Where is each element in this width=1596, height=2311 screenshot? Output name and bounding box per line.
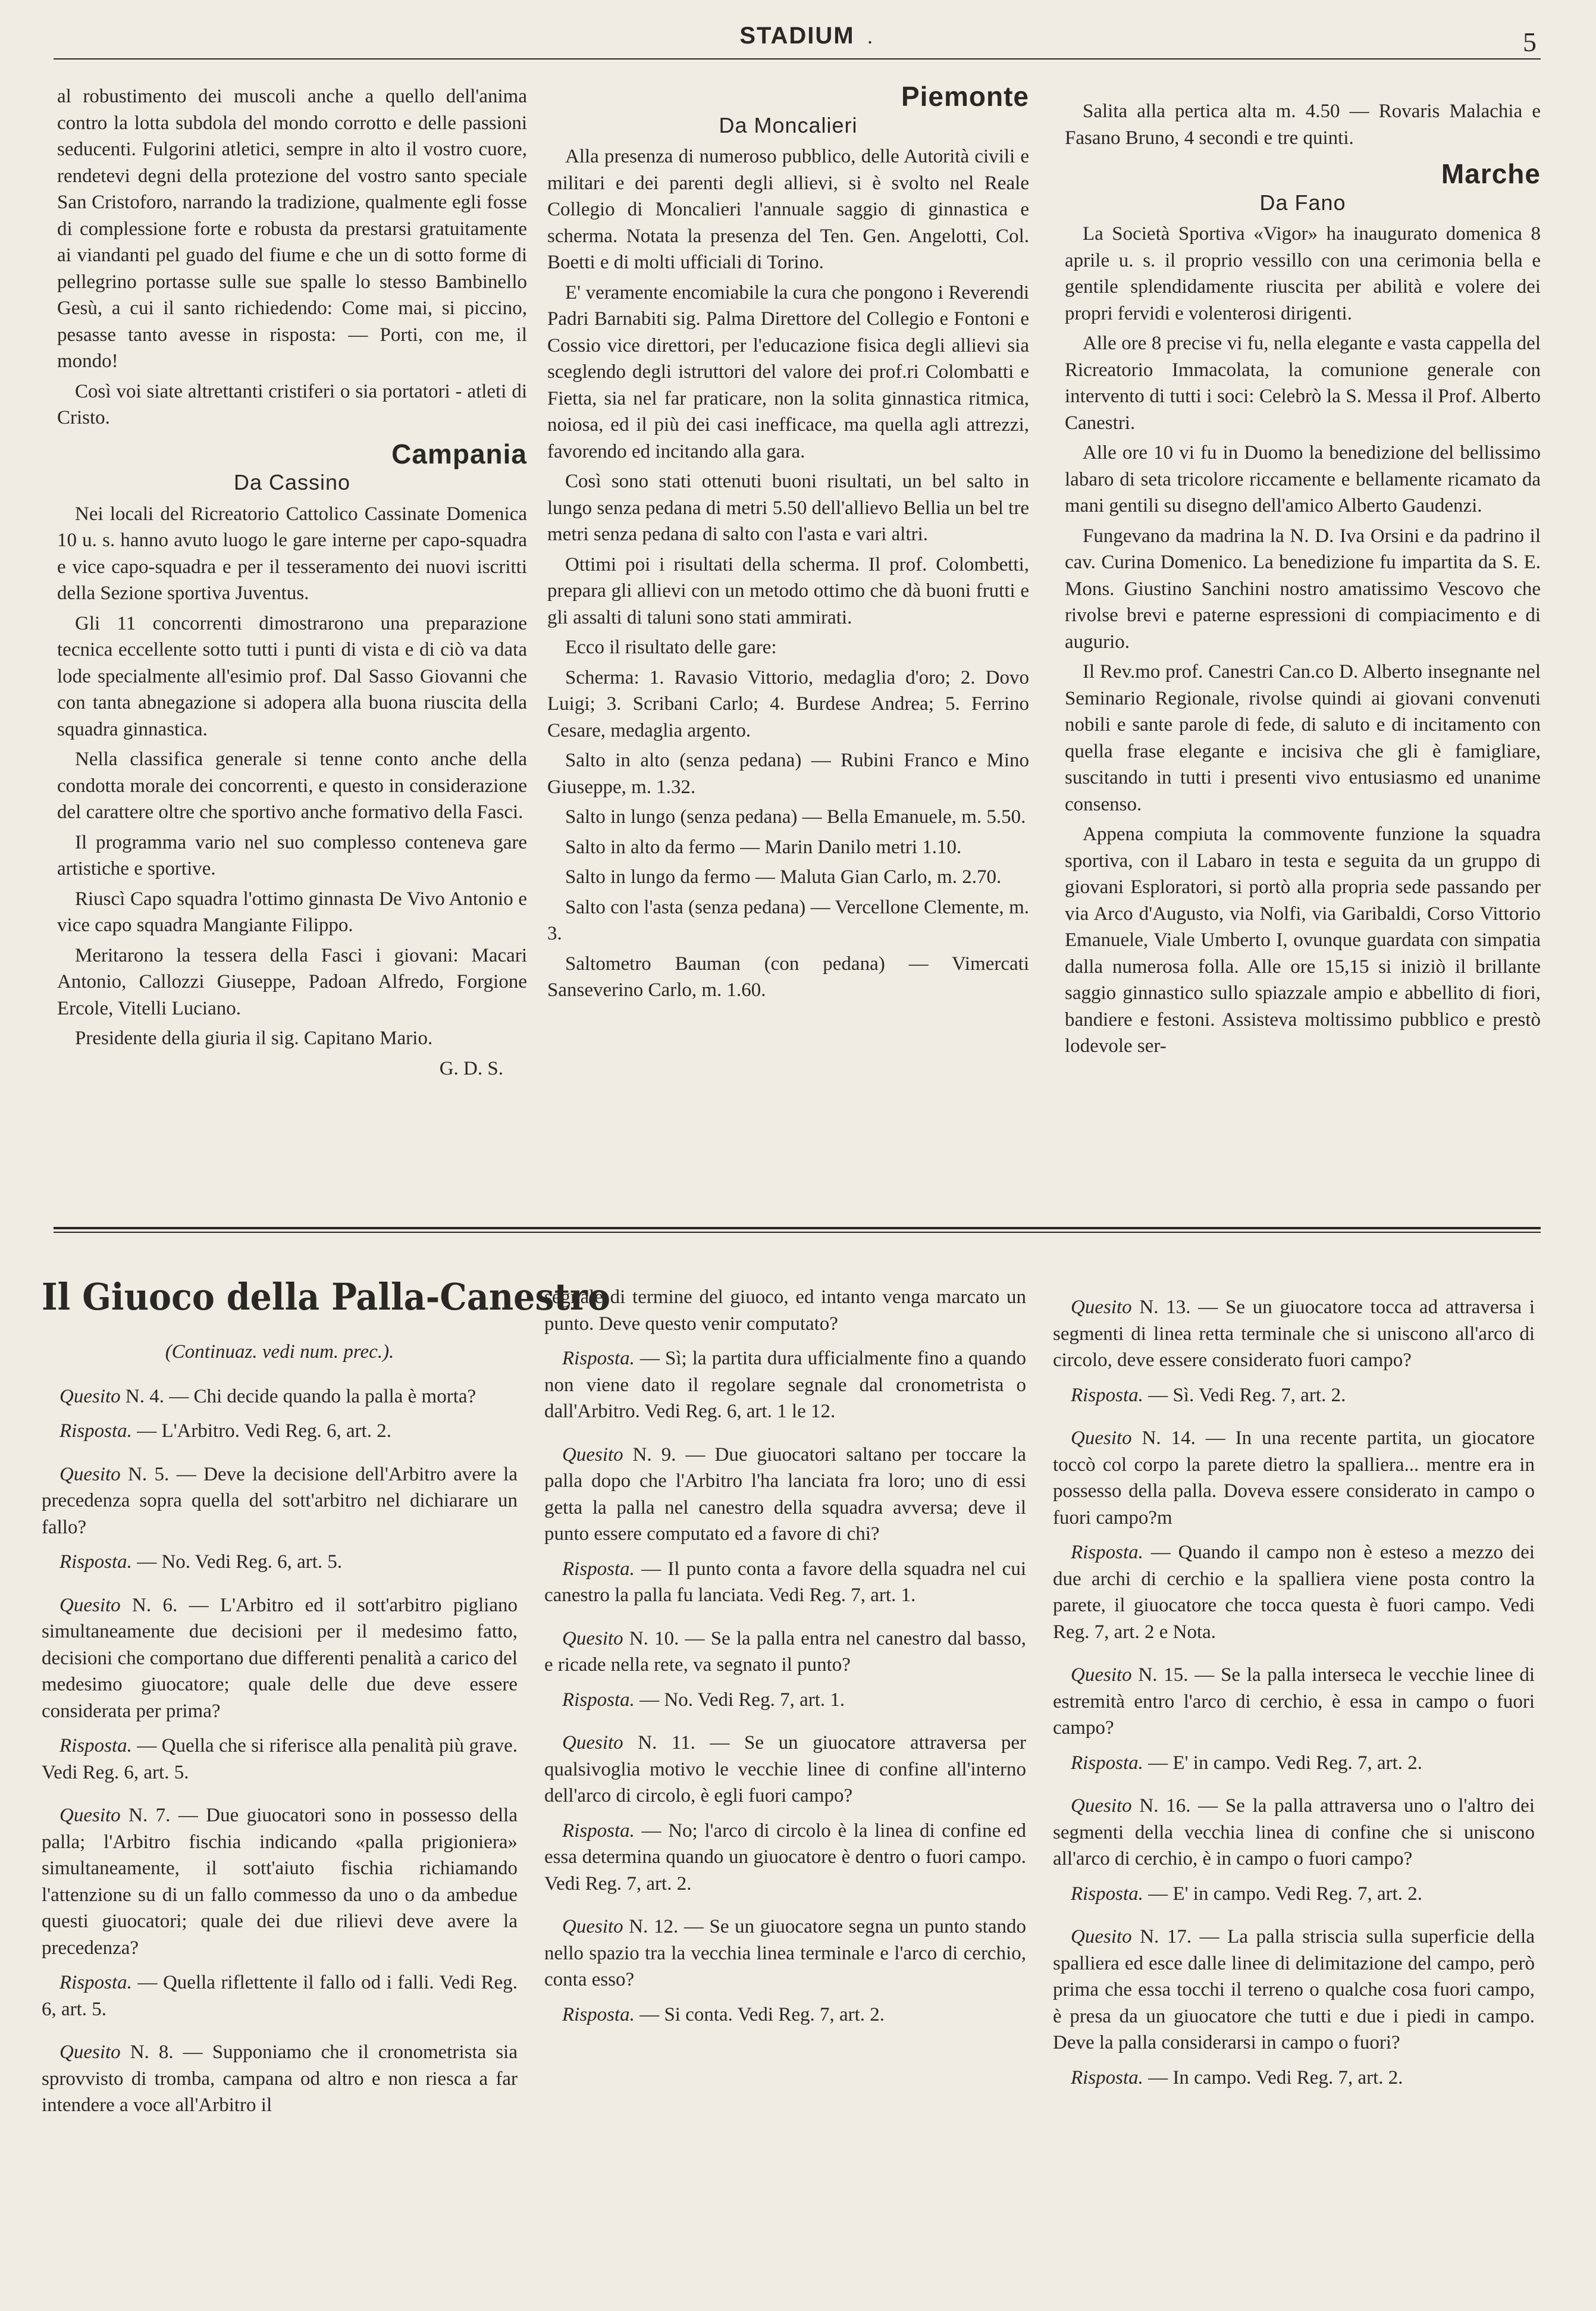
paragraph: Saltometro Bauman (con pedana) — Vimercati Sanseverino Carlo, m. 1.60. [547,953,1029,1001]
answer: Risposta. — No. Vedi Reg. 7, art. 1. [562,1689,845,1711]
question: Quesito N. 14. — In una recente partita, un giocatore toccò col corpo la parete dietro la spalliera... mentre era in possesso della palla. Doveva essere considerato in campo o fuori campo?m [1053,1427,1535,1529]
paragraph: Ecco il risultato delle gare: [565,637,777,658]
bottom-column-1 [42,1273,611,2127]
region-heading-campania: Campania [391,438,527,469]
question: Quesito N. 9. — Due giuocatori saltano per toccare la palla dopo che l'Arbitro l'ha lanciata fra loro; uno di essi getta la palla nel canestro della squadra avversa; deve il punto essere computato ed a favore di chi? [544,1443,1026,1545]
top-column-1 [57,83,527,1085]
top-column-2 [547,83,1029,1007]
question: Quesito N. 15. — Se la palla interseca le vecchie linee di estremità entro l'arco di cerchio, è essa in campo o fuori campo? [1053,1664,1535,1739]
question: Quesito N. 7. — Due giuocatori sono in possesso della palla; l'Arbitro fischia indicando «palla prigioniera» simultaneamente, il sott'aiuto fischia richiamando l'attenzione su di un fallo commesso da uno o da ambedue questi giuocatori; quale dei due rilievi deve avere la precedenza? [42,1805,518,1959]
answer-label: Risposta. [1071,1384,1143,1406]
question-label: Quesito [59,1594,121,1616]
masthead-title: STADIUM [739,23,855,49]
page-number: 5 [1523,27,1537,57]
question-label: Quesito [1071,1297,1132,1318]
bottom-column-2 [544,1284,1026,2036]
answer: Risposta. — In campo. Vedi Reg. 7, art. 2. [1071,2066,1403,2088]
paragraph: Salto in lungo da fermo — Maluta Gian Carlo, m. 2.70. [565,866,1002,888]
paragraph: Salto in lungo (senza pedana) — Bella Emanuele, m. 5.50. [565,806,1026,828]
question-label: Quesito [1071,1664,1132,1686]
answer-label: Risposta. [1071,2066,1143,2088]
city-heading-moncalieri: Da Moncalieri [719,112,858,137]
section-rule [54,1227,1541,1229]
question: Quesito N. 10. — Se la palla entra nel canestro dal basso, e ricade nella rete, va segnato il punto? [544,1627,1026,1676]
question-label: Quesito [59,1463,121,1485]
question: Quesito N. 11. — Se un giuocatore attraversa per qualsivoglia motivo le vecchie linee di confine all'interno dell'arco di circolo, è egli fuori campo? [544,1732,1026,1806]
paragraph: Alle ore 8 precise vi fu, nella elegante e vasta cappella del Ricreatorio Immacolata, la comunione generale con intervento di tutti i soci: Celebrò la S. Messa il Prof. Alberto Canestri. [1065,333,1541,434]
paragraph: Scherma: 1. Ravasio Vittorio, medaglia d'oro; 2. Dovo Luigi; 3. Scribani Carlo; 4. Burdese Andrea; 5. Ferrino Cesare, medaglia argento. [547,666,1029,741]
answer-label: Risposta. [1071,1752,1143,1774]
question: Quesito N. 16. — Se la palla attraversa uno o l'altro dei segmenti della vecchia linea di confine che si uniscono all'arco di cerchio, è in campo o fuori campo? [1053,1795,1535,1870]
answer-label: Risposta. [1071,1542,1143,1563]
question-label: Quesito [1071,1926,1132,1947]
answer: Risposta. — Sì; la partita dura ufficialmente fino a quando non viene dato il regolare segnale dal cronometrista o dall'Arbitro. Vedi Reg. 6, art. 1 le 12. [544,1348,1026,1422]
answer-label: Risposta. [562,1820,635,1842]
continuation-note: (Continuaz. vedi num. prec.). [165,1341,394,1363]
question: Quesito N. 13. — Se un giuocatore tocca ad attraversa i segmenti di linea retta terminale che si uniscono all'arco di circolo, deve essere considerato fuori campo? [1053,1297,1535,1371]
region-heading-piemonte: Piemonte [901,81,1029,112]
continued-text: segnale di termine del giuoco, ed intanto venga marcato un punto. Deve questo venir computato? [544,1286,1026,1335]
paragraph: Presidente della giuria il sig. Capitano Mario. [75,1028,433,1049]
paragraph: Ottimi poi i risultati della scherma. Il prof. Colombetti, prepara gli allievi con un metodo ottimo che dà buoni frutti e gli assalti di taluni sono stati ammirati. [547,553,1029,628]
city-heading-cassino: Da Cassino [233,470,351,494]
question-label: Quesito [1071,1427,1132,1449]
paragraph: Il Rev.mo prof. Canestri Can.co D. Alberto insegnante nel Seminario Regionale, rivolse quindi ai giovani convenuti nobili e sante parole di fede, di saluto e di incitamento con quella frase elegante e incisiva che gli è famigliare, suscitando in tutti i presenti vivo entusiasmo ed unanime consenso. [1065,661,1541,815]
answer-label: Risposta. [562,2003,635,2025]
question: Quesito N. 5. — Deve la decisione dell'Arbitro avere la precedenza sopra quella del sott'arbitro nel dichiarare un fallo? [42,1463,518,1538]
question-label: Quesito [562,1916,623,1937]
paragraph: Salto con l'asta (senza pedana) — Vercellone Clemente, m. 3. [547,896,1029,944]
top-column-3 [1065,98,1541,1063]
answer-label: Risposta. [562,1558,635,1580]
question-label: Quesito [59,1385,121,1407]
paragraph: Fungevano da madrina la N. D. Iva Orsini e da padrino il cav. Curina Domenico. La benedizione fu impartita da S. E. Mons. Giustino Sanchini nostro amatissimo Vescovo che rivolse brevi e paterne espressioni di compiacimento e di augurio. [1065,525,1541,653]
paragraph: Salto in alto da fermo — Marin Danilo metri 1.10. [565,836,962,858]
paragraph: Meritarono la tessera della Fasci i giovani: Macari Antonio, Callozzi Giuseppe, Padoan Alfredo, Forgione Ercole, Vitelli Luciano. [57,944,527,1019]
question-label: Quesito [59,2041,121,2063]
paragraph: Alla presenza di numeroso pubblico, delle Autorità civili e militari e dei parenti degli allievi, si è svolto nel Reale Collegio di Moncalieri l'annuale saggio di ginnastica e scherma. Notata la presenza del Ten. Gen. Angelotti, Col. Boetti e di molti ufficiali di Torino. [547,146,1029,273]
answer-label: Risposta. [59,1551,132,1573]
section-rule-thin [54,1232,1541,1233]
answer: Risposta. — Quella che si riferisce alla penalità più grave. Vedi Reg. 6, art. 5. [42,1735,518,1783]
paragraph: Nella classifica generale si tenne conto anche della condotta morale dei concorrenti, e questo in considerazione del carattere oltre che sportivo anche formativo della Fasci. [57,749,527,823]
header-rule [54,58,1541,60]
article-title: Il Giuoco della Palla-Canestro [42,1275,611,1319]
question: Quesito N. 17. — La palla striscia sulla superficie della spalliera ed esce dalle linee di delimitazione del campo, però prima che essa tocchi il terreno o qualche cosa fuori campo, è presa da un giuocatore che tutti e due i piedi in campo. Deve la palla considerarsi in campo o fuori? [1053,1926,1535,2053]
paragraph: Appena compiuta la commovente funzione la squadra sportiva, con il Labaro in testa e seguita da un gruppo di giovani Esploratori, si portò alla propria sede passando per via Arco d'Augusto, via Nolfi, via Garibaldi, Corso Vittorio Emanuele, Viale Umberto I, ovunque guardata con simpatia dalla numerosa folla. Alle ore 15,15 si iniziò il brillante saggio ginnastico sullo spiazzale ampio e abbellito di fiori, bandiere e festoni. Assisteva moltissimo pubblico e prestò lodevole ser- [1065,823,1541,1057]
question-label: Quesito [1071,1795,1132,1817]
question: Quesito N. 8. — Supponiamo che il cronometrista sia sprovvisto di tromba, campana od altro e non riesca a far intendere a voce all'Arbitro il [42,2041,518,2116]
paragraph: La Società Sportiva «Vigor» ha inaugurato domenica 8 aprile u. s. il proprio vessillo con una cerimonia bella e gentile splendidamente riuscita per abilità e volere dei propri fervidi e volenterosi dirigenti. [1065,223,1541,324]
paragraph: Così sono stati ottenuti buoni risultati, un bel salto in lungo senza pedana di metri 5.50 dell'allievo Bellia un bel tre metri senza pedana di salto con l'asta e vari altri. [547,471,1029,545]
question-label: Quesito [562,1732,623,1753]
paragraph: Così voi siate altrettanti cristiferi o sia portatori - atleti di Cristo. [57,380,527,428]
answer-label: Risposta. [1071,1883,1143,1905]
answer-label: Risposta. [562,1348,635,1369]
answer: Risposta. — Quella riflettente il fallo od i falli. Vedi Reg. 6, art. 5. [42,1972,518,2020]
paragraph: Riuscì Capo squadra l'ottimo ginnasta De Vivo Antonio e vice capo squadra Mangiante Filippo. [57,888,527,936]
answer: Risposta. — No. Vedi Reg. 6, art. 5. [59,1551,343,1573]
paragraph: Salto in alto (senza pedana) — Rubini Franco e Mino Giuseppe, m. 1.32. [547,750,1029,798]
question-label: Quesito [562,1627,623,1649]
answer: Risposta. — Il punto conta a favore della squadra nel cui canestro la palla fu lanciata. Vedi Reg. 7, art. 1. [544,1558,1026,1606]
question: Quesito N. 6. — L'Arbitro ed il sott'arbitro pigliano simultaneamente due decisioni per il medesimo fatto, decisioni che comportano due differenti penalità a carico del medesimo giuocatore; quale delle due deve essere considerata per prima? [42,1594,518,1722]
paragraph: Salita alla pertica alta m. 4.50 — Rovaris Malachia e Fasano Bruno, 4 secondi e tre quinti. [1065,101,1541,149]
answer-label: Risposta. [59,1735,132,1756]
answer-label: Risposta. [59,1972,132,1993]
question: Quesito N. 4. — Chi decide quando la palla è morta? [59,1385,476,1407]
question-label: Quesito [59,1805,121,1826]
answer: Risposta. — E' in campo. Vedi Reg. 7, art. 2. [1071,1883,1423,1905]
answer: Risposta. — Si conta. Vedi Reg. 7, art. 2. [562,2003,885,2025]
masthead-dot: . [867,24,873,48]
region-heading-marche: Marche [1441,158,1541,189]
bottom-column-3 [1053,1294,1535,2099]
question: Quesito N. 12. — Se un giuocatore segna un punto stando nello spazio tra la vecchia linea terminale e l'arco di cerchio, conta esso? [544,1916,1026,1990]
answer: Risposta. — No; l'arco di circolo è la linea di confine ed essa determina quando un giuocatore è dentro o fuori campo. Vedi Reg. 7, art. 2. [544,1820,1026,1894]
paragraph: Nei locali del Ricreatorio Cattolico Cassinate Domenica 10 u. s. hanno avuto luogo le gare interne per capo-squadra e vice capo-squadra e per il tesseramento dei nuovi iscritti della Sezione sportiva Juventus. [57,503,527,604]
article-signature: G. D. S. [439,1057,503,1079]
answer: Risposta. — E' in campo. Vedi Reg. 7, art. 2. [1071,1752,1423,1774]
answer: Risposta. — L'Arbitro. Vedi Reg. 6, art. 2. [59,1420,392,1442]
paragraph: Gli 11 concorrenti dimostrarono una preparazione tecnica eccellente sotto tutti i punti di vista e di ciò va data lode specialmente all'esimio prof. Dal Sasso Giovanni che con tanta abnegazione si adopera alla buona riuscita della squadra ginnastica. [57,612,527,740]
question-label: Quesito [562,1443,623,1465]
paragraph: Il programma vario nel suo complesso conteneva gare artistiche e sportive. [57,831,527,879]
answer-label: Risposta. [59,1420,132,1442]
answer-label: Risposta. [562,1689,635,1711]
answer: Risposta. — Quando il campo non è esteso a mezzo dei due archi di cerchio e la spalliera viene posta contro la parete, il giuocatore che tocca questa è fuori campo. Vedi Reg. 7, art. 2 e Nota. [1053,1542,1535,1643]
paragraph: Alle ore 10 vi fu in Duomo la benedizione del bellissimo labaro di seta tricolore riccamente e bellamente ricamato da mani gentili su disegno dell'amico Alberto Gaudenzi. [1065,442,1541,516]
paragraph: al robustimento dei muscoli anche a quello dell'anima contro la lotta subdola del mondo corrotto e delle passioni seducenti. Fulgorini atletici, sempre in alto il vostro cuore, rendetevi degni della protezione del vostro santo speciale San Cristoforo, narrando la tradizione, qualmente egli fosse di complessione forte e robusta da prestarsi gratuitamente ai viandanti pel guado del fiume e che un di sotto forme di pellegrino portasse sulle sue spalle lo stesso Bambinello Gesù, a cui il santo richiedendo: Come mai, si piccino, pesasse tanto avesse in risposta: — Porti, con me, il mondo! [57,86,527,372]
paragraph: E' veramente encomiabile la cura che pongono i Reverendi Padri Barnabiti sig. Palma Direttore del Collegio e Fontoni e Cossio vice direttori, per l'educazione fisica degli allievi sia sceglendo degli istruttori del valore dei prof.ri Colombatti e Fietta, sia nel far praticare, non la solita ginnastica ritmica, noiosa, ed il più dei casi inefficace, ma quella agli attrezzi, favorendo ed incitando alla gara. [547,281,1029,462]
answer: Risposta. — Sì. Vedi Reg. 7, art. 2. [1071,1384,1346,1406]
city-heading-fano: Da Fano [1259,190,1346,215]
